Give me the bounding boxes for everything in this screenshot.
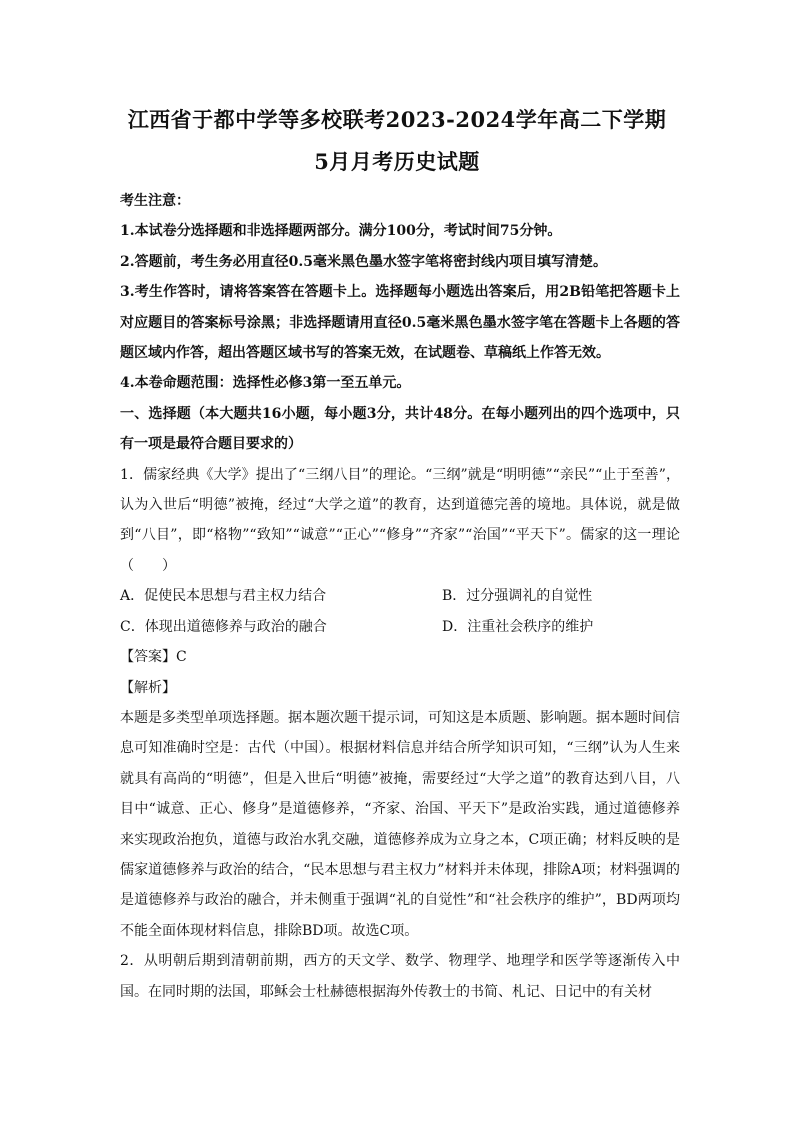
notice-item-3: 3.考生作答时，请将答案答在答题卡上。选择题每小题选出答案后，用2B铅笔把答题卡上对应题目的答案标号涂黑；非选择题请用直径0.5毫米黑色墨水签字笔在答题卡上各题的答题区域内作答，超出答题区域书写的答案无效，在试题卷、草稿纸上作答无效。: [120, 284, 680, 362]
document-body: [120, 186, 680, 1007]
notice-heading: 考生注意：: [120, 193, 190, 209]
document-title-line2: 5月月考历史试题: [314, 149, 480, 174]
question-1-answer: 【答案】C: [120, 649, 187, 666]
notice-item-1: 1.本试卷分选择题和非选择题两部分。满分100分，考试时间75分钟。: [120, 223, 562, 240]
question-2-stem: 2．从明朝后期到清朝前期，西方的天文学、数学、物理学、地理学和医学等逐渐传入中国。在同时期的法国，耶稣会士杜赫德根据海外传教士的书简、札记、日记中的有关材: [120, 953, 680, 1000]
document-title-line1: 江西省于都中学等多校联考2023-2024学年高二下学期: [127, 107, 667, 132]
option-b: B．过分强调礼的自觉性: [442, 588, 593, 605]
question-1-analysis-label: 【解析】: [120, 679, 176, 696]
option-a: A．促使民本思想与君主权力结合: [120, 588, 327, 605]
section-heading: 一、选择题（本大题共16小题，每小题3分，共计48分。在每小题列出的四个选项中，只有一项是最符合题目要求的）: [120, 405, 680, 453]
option-c: C．体现出道德修养与政治的融合: [120, 618, 327, 635]
notice-item-2: 2.答题前，考生务必用直径0.5毫米黑色墨水签字笔将密封线内项目填写清楚。: [120, 253, 607, 270]
question-1-stem: 1．儒家经典《大学》提出了“三纲八目”的理论。“三纲”就是“明明德”“亲民”“止于至善”，认为入世后“明德”被掩，经过“大学之道”的教育，达到道德完善的境地。具体说，就是做到“八目”，即“格物”“致知”“诚意”“正心”“修身”“齐家”“治国”“平天下”。儒家的这一理论（ ）: [120, 466, 680, 574]
option-d: D．注重社会秩序的维护: [442, 618, 594, 635]
question-1-analysis: 本题是多类型单项选择题。据本题次题干提示词，可知这是本质题、影响题。据本题时间信息可知准确时空是：古代（中国）。根据材料信息并结合所学知识可知，“三纲”认为人生来就具有高尚的“明德”，但是入世后“明德”被掩，需要经过“大学之道”的教育达到八目，八目中“诚意、正心、修身”是道德修养，“齐家、治国、平天下”是政治实践，通过道德修养来实现政治抱负，道德与政治水乳交融，道德修养成为立身之本，C项正确；材料反映的是儒家道德修养与政治的结合，“民本思想与君主权力”材料并未体现，排除A项；材料强调的是道德修养与政治的融合，并未侧重于强调“礼的自觉性”和“社会秩序的维护”，BD两项均不能全面体现材料信息，排除BD项。故选C项。: [120, 709, 680, 939]
notice-item-4: 4.本卷命题范围：选择性必修3第一至五单元。: [120, 375, 411, 392]
question-1-options-row1: [120, 581, 680, 611]
question-1-options-row2: [120, 612, 680, 642]
